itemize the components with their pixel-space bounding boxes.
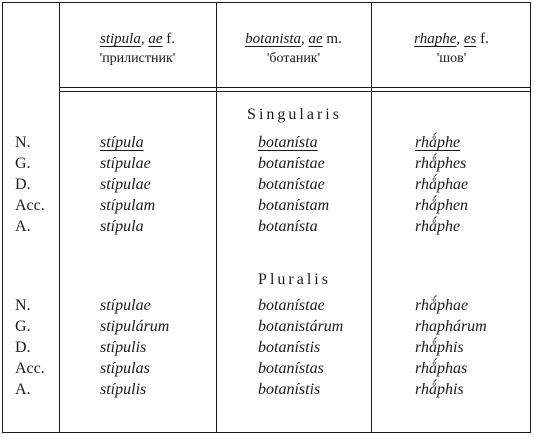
table-row (3, 197, 530, 218)
gender: f. (480, 31, 489, 47)
meaning: 'ботаник' (266, 51, 321, 66)
case-label: G. (15, 318, 31, 335)
case-label: N. (15, 297, 31, 314)
meaning: 'шов' (436, 51, 467, 66)
lemma-stem: botanista (245, 31, 301, 47)
form-botanista: botanístae (258, 155, 325, 172)
form-rhaphe: rhǻphae (415, 297, 469, 314)
table-row (3, 176, 530, 197)
form-stipula: stípula (100, 134, 144, 151)
form-rhaphe: rhaphárum (415, 318, 487, 335)
lemma-ending: ae (148, 31, 163, 47)
form-botanista: botanistárum (258, 318, 344, 335)
case-label: D. (15, 176, 31, 193)
form-botanista: botanístae (258, 297, 325, 314)
section-title-singularis: Singularis (247, 106, 342, 123)
lemma-stem: rhaphe (414, 31, 457, 47)
case-label: A. (15, 381, 31, 398)
form-botanista: botanístis (258, 339, 321, 356)
form-stipula: stípulae (100, 297, 151, 314)
form-stipula: stipulárum (100, 318, 170, 335)
case-label: Acc. (15, 360, 45, 377)
gender: f. (166, 31, 175, 47)
header-col-rhaphe: rhaphe, es f. 'шов' (371, 29, 532, 69)
table-row (3, 155, 530, 176)
form-botanista: botanísta (258, 134, 318, 151)
form-rhaphe: rhǻphes (415, 155, 467, 172)
form-botanista: botanístam (258, 197, 330, 214)
table-row (3, 134, 530, 155)
table-row (3, 339, 530, 360)
form-botanista: botanístas (258, 360, 324, 377)
case-label: D. (15, 339, 31, 356)
table-row (3, 218, 530, 239)
table-row (3, 297, 530, 318)
case-label: Acc. (15, 197, 45, 214)
table-row (3, 360, 530, 381)
form-stipula: stípulis (100, 339, 147, 356)
form-stipula: stípulae (100, 176, 151, 193)
form-rhaphe: rhǻphen (415, 197, 469, 214)
lemma-stem: stipula (99, 31, 141, 47)
case-label: G. (15, 155, 31, 172)
form-stipula: stípulae (100, 155, 151, 172)
table-row (3, 381, 530, 402)
header-divider (59, 91, 530, 92)
form-stipula: stípulis (100, 381, 147, 398)
lemma-ending: ae (308, 31, 323, 47)
header-col-stipula: stipula, ae f. 'прилистник' (59, 29, 216, 69)
form-rhaphe: rhǻphas (415, 360, 468, 377)
table-row (3, 318, 530, 339)
gender: m. (326, 31, 342, 47)
case-label: A. (15, 218, 31, 235)
form-rhaphe: rhǻphe (415, 134, 461, 151)
form-botanista: botanístae (258, 176, 325, 193)
case-label: N. (15, 134, 31, 151)
form-rhaphe: rhǻphe (415, 218, 461, 235)
header-divider (59, 87, 530, 88)
form-stipula: stípulas (100, 360, 150, 377)
form-botanista: botanísta (258, 218, 318, 235)
section-title-pluralis: Pluralis (258, 271, 331, 288)
header-col-botanista: botanista, ae m. 'ботаник' (216, 29, 371, 69)
declension-table (2, 2, 531, 433)
form-rhaphe: rhǻphis (415, 339, 464, 356)
form-rhaphe: rhǻphis (415, 381, 464, 398)
form-botanista: botanístis (258, 381, 321, 398)
lemma-ending: es (463, 31, 477, 47)
form-rhaphe: rhǻphae (415, 176, 469, 193)
form-stipula: stípulam (100, 197, 156, 214)
form-stipula: stípula (100, 218, 144, 235)
meaning: 'прилистник' (99, 51, 176, 66)
